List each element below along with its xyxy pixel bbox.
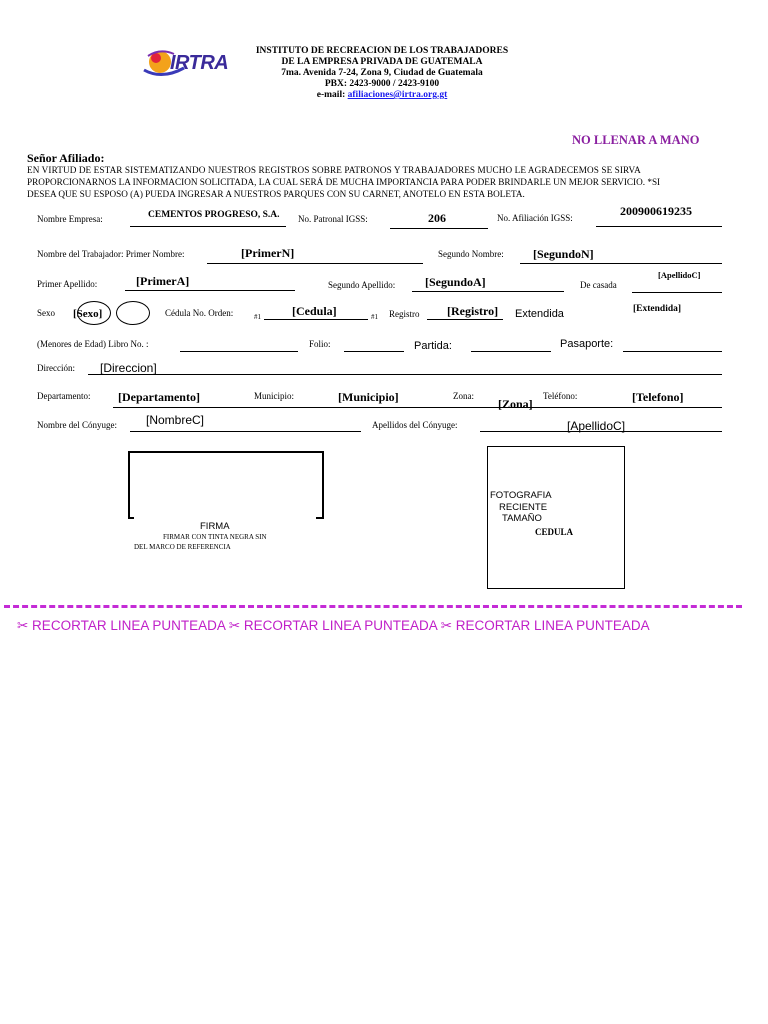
departamento-label: Departamento: (37, 391, 91, 401)
municipio-value: [Municipio] (338, 390, 399, 404)
empresa-line (130, 226, 286, 227)
cedula-value: [Cedula] (292, 304, 337, 318)
header-line-2: DE LA EMPRESA PRIVADA DE GUATEMALA (281, 57, 483, 67)
photo-line-1: FOTOGRAFIA (490, 490, 552, 501)
departamento-value: [Departamento] (118, 390, 200, 404)
libro-label: (Menores de Edad) Libro No. : (37, 339, 149, 349)
sexo-value: [Sexo] (73, 308, 103, 320)
intro-line-1: EN VIRTUD DE ESTAR SISTEMATIZANDO NUESTROS REGISTROS SOBRE PATRONOS Y TRABAJADORES MUCHO LE AGRADECEMOS SE SIRVA (27, 165, 641, 175)
cedula-label: Cédula No. Orden: (165, 308, 234, 318)
sexo-option-2[interactable] (116, 301, 150, 325)
cedula-line (264, 319, 368, 320)
primer-apellido-value: [PrimerA] (136, 274, 190, 288)
header-email-row (232, 90, 532, 101)
casada-line (632, 292, 722, 293)
signature-instruction-1: FIRMAR CON TINTA NEGRA SIN (163, 533, 267, 541)
afiliacion-label: No. Afiliación IGSS: (497, 213, 573, 223)
photo-line-2: RECIENTE (499, 502, 548, 513)
email-label: e-mail: (316, 90, 346, 100)
irtra-logo (140, 46, 230, 82)
primer-apellido-line (125, 290, 295, 291)
registro-value: [Registro] (447, 304, 499, 318)
apellidos-conyuge-value: [ApellidoC] (567, 419, 626, 433)
pasaporte-line (623, 351, 722, 352)
greeting: Señor Afiliado: (27, 151, 105, 165)
casada-value: [ApellidoC] (658, 270, 701, 280)
zona-telefono-line (113, 407, 722, 408)
libro-line (180, 351, 298, 352)
casada-label: De casada (580, 280, 617, 290)
signature-instruction-2: DEL MARCO DE REFERENCIA (134, 543, 231, 551)
folio-line (344, 351, 404, 352)
segundo-nombre-value: [SegundoN] (533, 247, 594, 261)
signature-tick-left (128, 517, 134, 519)
primer-apellido-label: Primer Apellido: (37, 279, 98, 289)
cut-dashed-line (4, 605, 742, 608)
partida-line (471, 351, 551, 352)
municipio-label: Municipio: (254, 391, 294, 401)
afiliacion-line (596, 226, 722, 227)
empresa-value: CEMENTOS PROGRESO, S.A. (148, 210, 280, 220)
logo-text: IRTRA (170, 52, 229, 74)
registro-marker: #1 (371, 313, 378, 321)
apellidos-conyuge-line (480, 431, 722, 432)
conyuge-value: [NombreC] (146, 413, 205, 427)
cedula-marker: #1 (254, 313, 261, 321)
pasaporte-label: Pasaporte: (560, 338, 614, 350)
direccion-value: [Direccion] (100, 361, 157, 375)
intro-line-3: DESEA QUE SU ESPOSO (A) PUEDA INGRESAR A NUESTROS PARQUES CON SU CARNET, ANOTELO EN ESTA BOLETA. (27, 189, 525, 199)
registro-line (427, 319, 503, 320)
header-line-3: 7ma. Avenida 7-24, Zona 9, Ciudad de Guatemala (281, 68, 483, 78)
patronal-line (390, 228, 488, 229)
primer-nombre-value: [PrimerN] (241, 246, 295, 260)
signature-title: FIRMA (200, 521, 230, 532)
zona-label: Zona: (453, 391, 474, 401)
signature-tick-right (316, 517, 322, 519)
segundo-apellido-line (412, 291, 564, 292)
partida-label: Partida: (414, 340, 452, 352)
patronal-label: No. Patronal IGSS: (298, 214, 368, 224)
segundo-apellido-label: Segundo Apellido: (328, 280, 396, 290)
telefono-value: [Telefono] (632, 390, 684, 404)
header-line-1: INSTITUTO DE RECREACION DE LOS TRABAJADORES (255, 46, 509, 56)
direccion-line (88, 374, 722, 375)
afiliacion-value: 200900619235 (620, 204, 692, 218)
intro-line-2: PROPORCIONARNOS LA INFORMACION SOLICITADA, LA CUAL SERÁ DE MUCHA IMPORTANCIA PARA PODER BRINDARLE UN MEJOR SERVICIO. *SI (27, 177, 661, 187)
telefono-label: Teléfono: (543, 391, 578, 401)
conyuge-line (130, 431, 361, 432)
cut-instruction: ✂ RECORTAR LINEA PUNTEADA ✂ RECORTAR LINEA PUNTEADA ✂ RECORTAR LINEA PUNTEADA (17, 618, 650, 633)
folio-label: Folio: (309, 339, 331, 349)
segundo-apellido-value: [SegundoA] (425, 275, 486, 289)
primer-nombre-line (207, 263, 423, 264)
photo-line-3: TAMAÑO (502, 513, 542, 524)
email-link[interactable]: afiliaciones@irtra.org.gt (347, 90, 448, 100)
photo-line-4: CEDULA (535, 527, 574, 537)
primer-nombre-label: Nombre del Trabajador: Primer Nombre: (37, 249, 185, 259)
patronal-value: 206 (428, 211, 446, 225)
sexo-label: Sexo (37, 308, 55, 318)
apellidos-conyuge-label: Apellidos del Cónyuge: (372, 420, 458, 430)
direccion-label: Dirección: (37, 363, 75, 373)
notice-text: NO LLENAR A MANO (572, 133, 700, 147)
header-block (232, 46, 532, 101)
signature-frame[interactable] (128, 451, 324, 519)
header-line-4: PBX: 2423-9000 / 2423-9100 (324, 79, 440, 89)
segundo-nombre-label: Segundo Nombre: (438, 249, 504, 259)
empresa-label: Nombre Empresa: (37, 214, 103, 224)
segundo-nombre-line (520, 263, 722, 264)
zona-value: [Zona] (498, 397, 533, 411)
registro-label: Registro (389, 309, 420, 319)
extendida-label: Extendida (515, 308, 564, 320)
extendida-value: [Extendida] (633, 304, 682, 314)
conyuge-label: Nombre del Cónyuge: (37, 420, 117, 430)
